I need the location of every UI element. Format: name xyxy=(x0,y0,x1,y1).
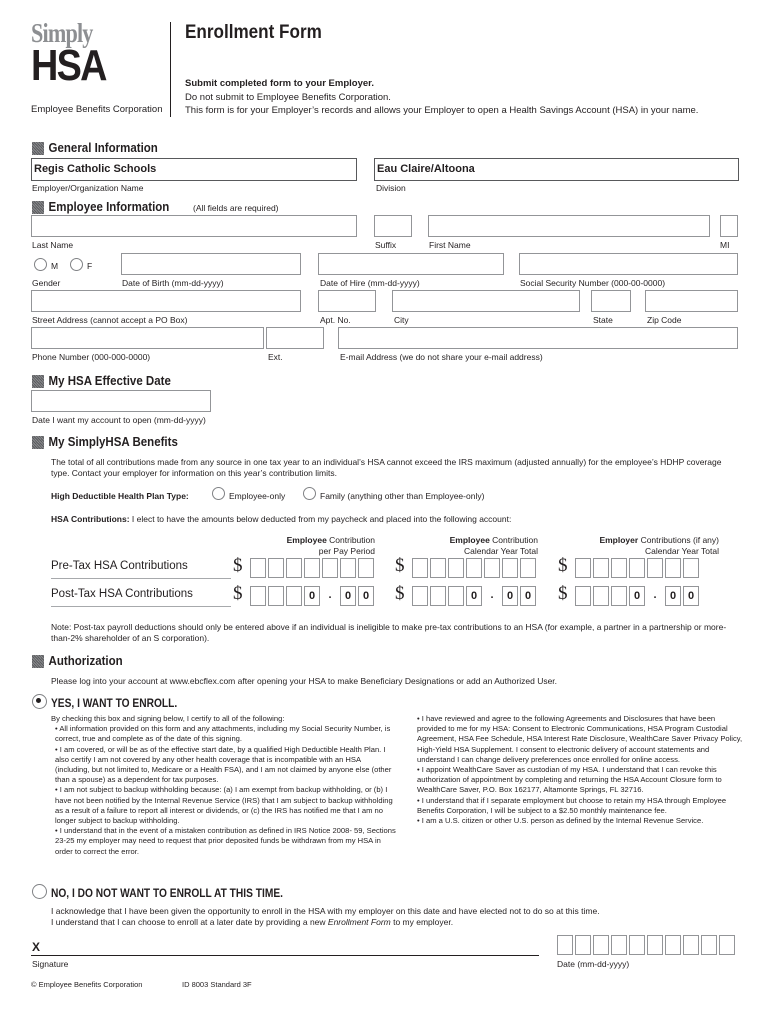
city-input[interactable] xyxy=(392,290,580,312)
dollar-sign: $ xyxy=(233,583,243,604)
section-heading: My SimplyHSA Benefits xyxy=(48,435,178,449)
amount-digit-cell[interactable] xyxy=(575,558,591,578)
yes-bullet-7: • I understand that if I separate employment but choose to retain my HSA through Employee Benefits Corporation, I will be subject to a $2.50 monthly maintenance fee. xyxy=(417,795,727,815)
last-name-input[interactable] xyxy=(31,215,357,237)
enroll-no-label: NO, I DO NOT WANT TO ENROLL AT THIS TIME. xyxy=(51,886,283,900)
email-label: E-mail Address (we do not share your e-mail address) xyxy=(340,352,543,362)
date-digit-cell[interactable] xyxy=(719,935,735,955)
pre-tax-rule xyxy=(51,578,231,579)
ssn-label: Social Security Number (000-00-0000) xyxy=(520,278,666,288)
yes-bullet-1: • All information provided on this form and any attachments, including my Social Security Number, is correct, true and complete as of the date of this signing. xyxy=(55,724,391,744)
auth-paragraph: Please log into your account at www.ebcflex.com after opening your HSA to make Beneficiary Designations or add an Authorized User. xyxy=(51,676,558,686)
logo-simply: Simply xyxy=(31,18,93,48)
signature-line[interactable] xyxy=(31,955,539,956)
date-digit-cell[interactable] xyxy=(665,935,681,955)
amount-digit-cell[interactable] xyxy=(484,558,500,578)
section-benefits xyxy=(32,435,178,449)
employer-value: Regis Catholic Schools xyxy=(34,163,157,175)
footer-copyright: © Employee Benefits Corporation xyxy=(31,980,143,989)
ext-input[interactable] xyxy=(266,327,324,349)
gender-f-label: F xyxy=(87,261,93,271)
enroll-yes-label: YES, I WANT TO ENROLL. xyxy=(51,696,178,710)
section-marker-icon xyxy=(32,142,44,155)
plan-family-label: Family (anything other than Employee-only) xyxy=(320,491,485,501)
col1-b: per Pay Period xyxy=(318,546,375,556)
amount-digit-cell[interactable] xyxy=(304,558,320,578)
logo-hsa: HSA xyxy=(31,41,106,90)
amount-digit-cell[interactable]: . xyxy=(322,586,338,606)
dollar-sign: $ xyxy=(233,555,243,576)
amount-digit-cell[interactable] xyxy=(250,586,266,606)
amount-digit-cell[interactable]: 0 xyxy=(665,586,681,606)
state-input[interactable] xyxy=(591,290,631,312)
header-divider xyxy=(170,22,171,117)
gender-m-radio[interactable] xyxy=(34,258,47,271)
city-label: City xyxy=(394,315,409,325)
amount-digit-cell[interactable] xyxy=(647,558,663,578)
amount-digit-cell[interactable] xyxy=(268,558,284,578)
amount-digit-cell[interactable] xyxy=(683,558,699,578)
yes-right-column xyxy=(413,714,743,826)
apt-input[interactable] xyxy=(318,290,376,312)
no-text-2b: Enrollment Form xyxy=(327,917,391,927)
amount-digit-cell[interactable] xyxy=(448,558,464,578)
amount-digit-cell[interactable] xyxy=(358,558,374,578)
dob-label: Date of Birth (mm-dd-yyyy) xyxy=(122,278,224,288)
date-digit-cell[interactable] xyxy=(647,935,663,955)
col2-bold: Employee xyxy=(449,535,490,545)
amount-digit-cell[interactable]: 0 xyxy=(340,586,356,606)
amount-digit-cell[interactable] xyxy=(268,586,284,606)
date-digit-cell[interactable] xyxy=(611,935,627,955)
section-marker-icon xyxy=(32,436,44,449)
doh-label: Date of Hire (mm-dd-yyyy) xyxy=(320,278,420,288)
yes-bullet-4: • I understand that in the event of a mistaken contribution as defined in IRS Notice 2008- 59, Sections 23-25 my employer may need to request that prior deposited funds be withdrawn from my HSA in order to correct the error. xyxy=(55,826,396,856)
yes-left-column xyxy=(51,714,396,857)
dollar-sign: $ xyxy=(395,583,405,604)
amount-digit-cell[interactable] xyxy=(575,586,591,606)
street-label: Street Address (cannot accept a PO Box) xyxy=(32,315,188,325)
dob-input[interactable] xyxy=(121,253,301,275)
amount-digit-cell[interactable] xyxy=(430,586,446,606)
yes-bullet-2: • I am covered, or will be as of the effective start date, by a qualified High Deductible Health Plan. I also certify I am not covered by any other health coverage that is incompatible with an HSA (including, but not limited to, Medicare or a Health FSA), and I am not claimed by anyone else (other than a spouse) as a dependent for tax purposes. xyxy=(55,744,392,785)
amount-digit-cell[interactable] xyxy=(322,558,338,578)
amount-digit-cell[interactable]: . xyxy=(647,586,663,606)
amount-digit-cell[interactable]: 0 xyxy=(304,586,320,606)
benefits-paragraph: The total of all contributions made from any source in one tax year to an individual’s HSA cannot exceed the IRS maximum (adjusted annually) for the employee’s HDHP coverage type. Contact your employer for information on this year’s contribution limits. xyxy=(51,457,722,478)
required-note: (All fields are required) xyxy=(193,203,279,213)
post-tax-note: Note: Post-tax payroll deductions should only be entered above if an individual is ineligible to make pre-tax contributions to an HSA (for example, a partner in a partnership or more-than-2% shareholder of an S corporation). xyxy=(51,622,727,643)
amount-digit-cell[interactable] xyxy=(665,558,681,578)
state-label: State xyxy=(593,315,613,325)
yes-intro: By checking this box and signing below, I certify to all of the following: xyxy=(51,714,285,723)
section-general xyxy=(32,141,158,155)
pre-tax-label: Pre-Tax HSA Contributions xyxy=(51,560,188,572)
section-heading: Employee Information xyxy=(48,200,170,214)
amount-digit-cell[interactable] xyxy=(430,558,446,578)
yes-bullet-6: • I appoint WealthCare Saver as custodian of my HSA. I understand that I can revoke this authorization of appointment by completing and returning the HSA Account Closure form to WealthCare Saver, P.O. Box 162177, Altamonte Springs, FL 32716. xyxy=(417,765,722,795)
amount-digit-cell[interactable]: . xyxy=(484,586,500,606)
section-heading: General Information xyxy=(48,141,158,155)
col-header-1 xyxy=(250,535,375,557)
division-field[interactable] xyxy=(374,158,739,181)
phone-input[interactable] xyxy=(31,327,264,349)
amount-digit-cell[interactable] xyxy=(412,586,428,606)
mi-input[interactable] xyxy=(720,215,738,237)
signature-date-label: Date (mm-dd-yyyy) xyxy=(557,959,630,969)
section-effective-date xyxy=(32,374,171,388)
amount-digit-cell[interactable] xyxy=(340,558,356,578)
email-input[interactable] xyxy=(338,327,738,349)
mi-label: MI xyxy=(720,240,730,250)
no-text-2 xyxy=(51,917,741,928)
amount-digit-cell[interactable]: 0 xyxy=(502,586,518,606)
section-marker-icon xyxy=(32,375,44,388)
dollar-sign: $ xyxy=(558,583,568,604)
yes-bullet-5: • I have reviewed and agree to the following Agreements and Disclosures that have been provided to me for my HSA: Consent to Electronic Communications, HSA Program Custodial Agreement, HSA Fee Schedule, HSA Interest Rate Disclosure, WealthCare Saver Privacy Policy, High-Yield HSA Supplement. I consent to electronic delivery of account statements and understand I can change delivery preferences once enrolled for online access. xyxy=(417,714,743,764)
phone-label: Phone Number (000-000-0000) xyxy=(32,352,151,362)
no-text-2a: I understand that I can choose to enroll at a later date by providing a new xyxy=(51,917,328,927)
instructions xyxy=(185,77,698,118)
amount-digit-cell[interactable] xyxy=(611,558,627,578)
amount-digit-cell[interactable]: 0 xyxy=(629,586,645,606)
col-header-2 xyxy=(413,535,538,557)
ext-label: Ext. xyxy=(268,352,283,362)
no-text-1: I acknowledge that I have been given the opportunity to enroll in the HSA with my employer on this date and have elected not to do so at this time. xyxy=(51,906,600,916)
col1-a: Contribution xyxy=(326,535,375,545)
amount-digit-cell[interactable]: 0 xyxy=(358,586,374,606)
plan-type-label: High Deductible Health Plan Type: xyxy=(51,491,189,501)
ssn-input[interactable] xyxy=(519,253,738,275)
amount-digit-cell[interactable] xyxy=(502,558,518,578)
amount-digit-cell[interactable] xyxy=(611,586,627,606)
no-text-2c: to my employer. xyxy=(390,917,454,927)
date-digit-cell[interactable] xyxy=(701,935,717,955)
signature-x: X xyxy=(32,940,41,954)
col2-a: Contribution xyxy=(489,535,538,545)
dollar-sign: $ xyxy=(395,555,405,576)
effective-date-input[interactable] xyxy=(31,390,211,412)
amount-digit-cell[interactable] xyxy=(286,586,302,606)
amount-digit-cell[interactable] xyxy=(466,558,482,578)
footer-form-id: ID 8003 Standard 3F xyxy=(182,980,252,989)
amount-digit-cell[interactable] xyxy=(250,558,266,578)
col2-b: Calendar Year Total xyxy=(463,546,538,556)
plan-family-radio[interactable] xyxy=(303,487,316,500)
hsa-contributions-rest: I elect to have the amounts below deducted from my paycheck and placed into the following account: xyxy=(129,514,512,524)
amount-digit-cell[interactable] xyxy=(629,558,645,578)
instr-2: Do not submit to Employee Benefits Corporation. xyxy=(185,91,391,103)
amount-digit-cell[interactable]: 0 xyxy=(466,586,482,606)
no-paragraph xyxy=(51,906,741,928)
gender-m-label: M xyxy=(51,261,59,271)
amount-digit-cell[interactable] xyxy=(412,558,428,578)
suffix-input[interactable] xyxy=(374,215,412,237)
section-heading: My HSA Effective Date xyxy=(48,374,171,388)
hsa-contributions-text xyxy=(51,514,511,524)
employer-label: Employer/Organization Name xyxy=(32,183,144,193)
section-marker-icon xyxy=(32,655,44,668)
section-authorization xyxy=(32,654,123,668)
employer-field[interactable] xyxy=(31,158,357,181)
instr-1: Submit completed form to your Employer. xyxy=(185,78,374,89)
division-value: Eau Claire/Altoona xyxy=(377,163,475,175)
col3-bold: Employer xyxy=(599,535,639,545)
date-digit-cell[interactable] xyxy=(683,935,699,955)
last-name-label: Last Name xyxy=(32,240,74,250)
zip-input[interactable] xyxy=(645,290,738,312)
col-header-3 xyxy=(575,535,719,557)
zip-label: Zip Code xyxy=(647,315,682,325)
post-tax-rule xyxy=(51,606,231,607)
doh-input[interactable] xyxy=(318,253,504,275)
amount-digit-cell[interactable] xyxy=(448,586,464,606)
section-heading: Authorization xyxy=(48,654,123,668)
apt-label: Apt. No. xyxy=(320,315,351,325)
street-input[interactable] xyxy=(31,290,301,312)
gender-f-radio[interactable] xyxy=(70,258,83,271)
signature-label: Signature xyxy=(32,959,69,969)
date-digit-cell[interactable] xyxy=(593,935,609,955)
first-name-label: First Name xyxy=(429,240,471,250)
enroll-yes-radio[interactable] xyxy=(32,694,47,709)
first-name-input[interactable] xyxy=(428,215,710,237)
division-label: Division xyxy=(376,183,406,193)
col1-bold: Employee xyxy=(286,535,327,545)
plan-employee-only-label: Employee-only xyxy=(229,491,286,501)
amount-digit-cell[interactable] xyxy=(286,558,302,578)
gender-label: Gender xyxy=(32,278,61,288)
amount-digit-cell[interactable]: 0 xyxy=(683,586,699,606)
amount-digit-cell[interactable]: 0 xyxy=(520,586,536,606)
yes-bullet-8: • I am a U.S. citizen or other U.S. person as defined by the Internal Revenue Service. xyxy=(417,816,704,826)
yes-bullet-3: • I am not subject to backup withholding because: (a) I am exempt from backup withholding, or (b) I have not been notified by the Internal Revenue Service (IRS) that I am subject to backup withholding as a result of a failure to report all interest or dividends, or (c) the IRS has notified me that I am no longer subject to backup withholding. xyxy=(55,785,393,826)
section-employee xyxy=(32,200,169,214)
dollar-sign: $ xyxy=(558,555,568,576)
effective-date-label: Date I want my account to open (mm-dd-yyyy) xyxy=(32,415,206,425)
corp-name: Employee Benefits Corporation xyxy=(31,104,163,115)
enroll-no-radio[interactable] xyxy=(32,884,47,899)
suffix-label: Suffix xyxy=(375,240,397,250)
section-marker-icon xyxy=(32,201,44,214)
date-digit-cell[interactable] xyxy=(557,935,573,955)
col3-a: Contributions (if any) xyxy=(638,535,719,545)
amount-digit-cell[interactable] xyxy=(593,558,609,578)
amount-digit-cell[interactable] xyxy=(520,558,536,578)
col3-b: Calendar Year Total xyxy=(644,546,719,556)
date-digit-cell[interactable] xyxy=(575,935,591,955)
amount-digit-cell[interactable] xyxy=(593,586,609,606)
hsa-contributions-bold: HSA Contributions: xyxy=(51,514,130,524)
post-tax-label: Post-Tax HSA Contributions xyxy=(51,588,193,600)
instr-3: This form is for your Employer’s records and allows your Employer to open a Health Savings Account (HSA) in your name. xyxy=(185,105,699,116)
plan-employee-only-radio[interactable] xyxy=(212,487,225,500)
page-title: Enrollment Form xyxy=(185,22,322,43)
date-digit-cell[interactable] xyxy=(629,935,645,955)
